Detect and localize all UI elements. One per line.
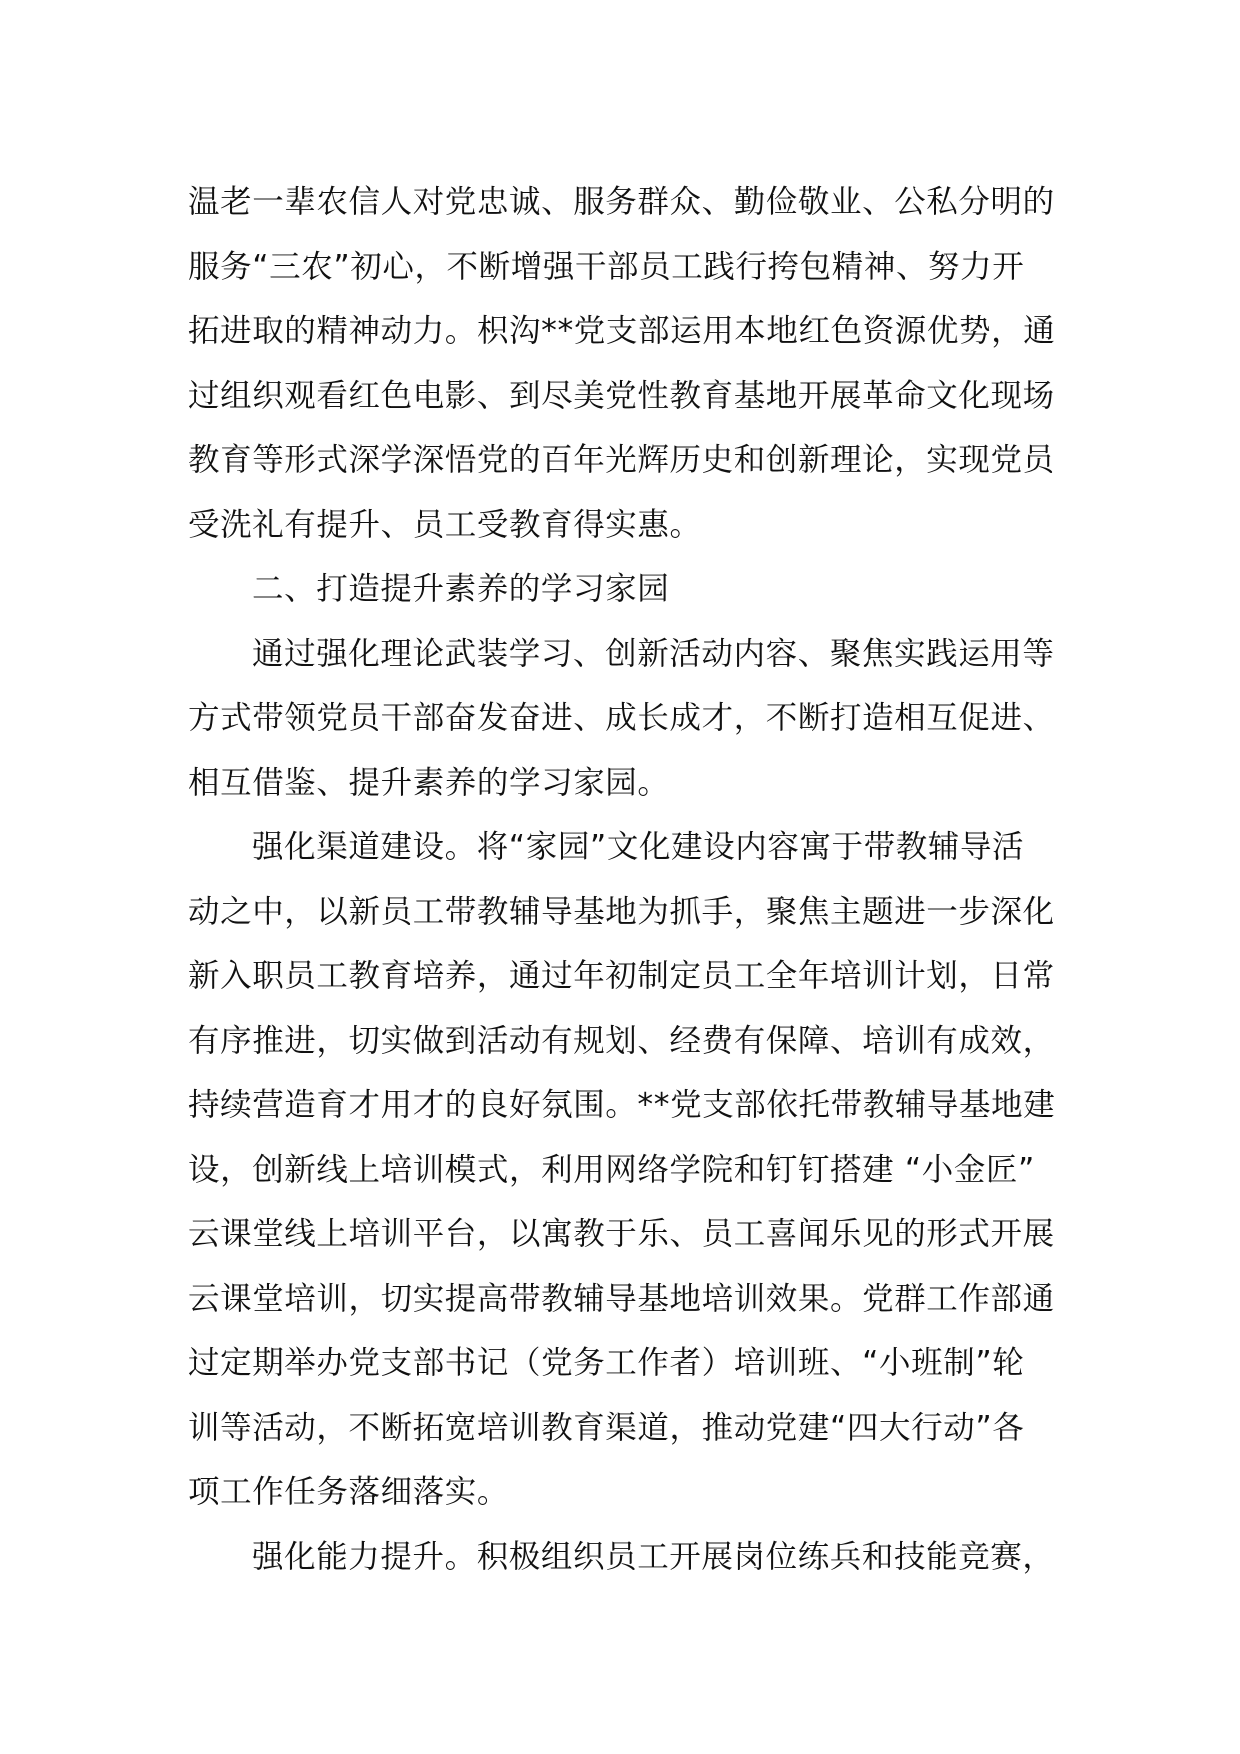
paragraph-line: 温老一辈农信人对党忠诚、服务群众、勤俭敬业、公私分明的 (188, 184, 1055, 220)
paragraph-line: 项工作任务落细落实。 (188, 1474, 510, 1510)
document-body (188, 170, 1058, 1589)
paragraph-line: 设，创新线上培训模式，利用网络学院和钉钉搭建 “小金匠” (188, 1151, 1035, 1188)
paragraph-line: 相互借鉴、提升素养的学习家园。 (188, 764, 670, 801)
paragraph-line: 强化能力提升。积极组织员工开展岗位练兵和技能竞赛， (252, 1538, 1055, 1575)
paragraph-line: 训等活动，不断拓宽培训教育渠道，推动党建“四大行动”各 (188, 1409, 1025, 1446)
paragraph-line: 过定期举办党支部书记（党务工作者）培训班、“小班制”轮 (188, 1345, 1025, 1381)
paragraph-line: 拓进取的精神动力。枳沟**党支部运用本地红色资源优势，通 (188, 313, 1056, 349)
paragraph-line: 通过强化理论武装学习、创新活动内容、聚焦实践运用等 (252, 635, 1055, 672)
paragraph-line: 强化渠道建设。将“家园”文化建设内容寓于带教辅导活 (252, 829, 1025, 865)
paragraph-line: 有序推进，切实做到活动有规划、经费有保障、培训有成效， (188, 1022, 1055, 1059)
paragraph-line: 云课堂培训，切实提高带教辅导基地培训效果。党群工作部通 (188, 1280, 1055, 1317)
paragraph-line: 方式带领党员干部奋发奋进、成长成才，不断打造相互促进、 (188, 700, 1055, 736)
paragraph-line: 过组织观看红色电影、到尽美党性教育基地开展革命文化现场 (188, 377, 1055, 414)
paragraph-line: 动之中，以新员工带教辅导基地为抓手，聚焦主题进一步深化 (188, 893, 1055, 930)
paragraph-line: 服务“三农”初心，不断增强干部员工践行挎包精神、努力开 (188, 248, 1025, 285)
paragraph-line: 受洗礼有提升、员工受教育得实惠。 (188, 506, 702, 543)
paragraph-line: 新入职员工教育培养，通过年初制定员工全年培训计划，日常 (188, 958, 1055, 994)
paragraph-line: 云课堂线上培训平台，以寓教于乐、员工喜闻乐见的形式开展 (188, 1216, 1055, 1252)
paragraph-line: 教育等形式深学深悟党的百年光辉历史和创新理论，实现党员 (188, 442, 1055, 478)
section-heading: 二、打造提升素养的学习家园 (252, 571, 670, 607)
paragraph-line: 持续营造育才用才的良好氛围。**党支部依托带教辅导基地建 (188, 1087, 1056, 1123)
